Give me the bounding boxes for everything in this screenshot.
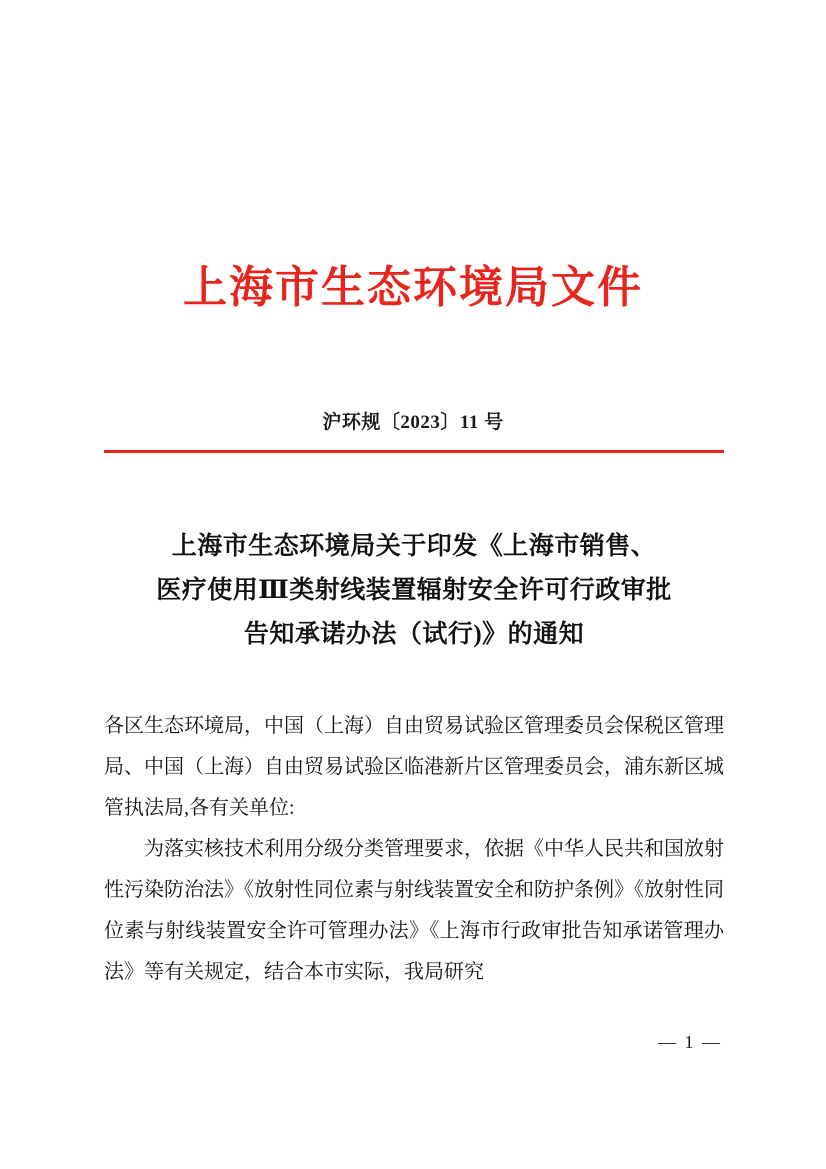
document-title-line-2: 医疗使用Ⅲ类射线装置辐射安全许可行政审批 [156,577,672,604]
document-title-line-1: 上海市生态环境局关于印发《上海市销售、 [171,533,657,560]
document-title-line-3: 告知承诺办法（试行)》的通知 [243,621,585,648]
document-title [104,525,724,657]
red-divider-rule [104,450,724,453]
document-number: 沪环规〔2023〕11 号 [322,412,504,433]
page-number: — 1 — [658,1032,722,1052]
masthead [0,262,826,315]
masthead-title: 上海市生态环境局文件 [183,263,643,312]
body-paragraph-intro: 为落实核技术利用分级分类管理要求，依据《中华人民共和国放射性污染防治法》《放射性同位素与射线装置安全和防护条例》《放射性同位素与射线装置安全许可管理办法》《上海市行政审批告知承诺管理办法》等有关规定，结合本市实际，我局研究 [104,838,724,983]
document-body [104,706,724,993]
body-paragraph-addressees: 各区生态环境局，中国（上海）自由贸易试验区管理委员会保税区管理局、中国（上海）自由贸易试验区临港新片区管理委员会，浦东新区城管执法局,各有关单位: [104,715,724,819]
